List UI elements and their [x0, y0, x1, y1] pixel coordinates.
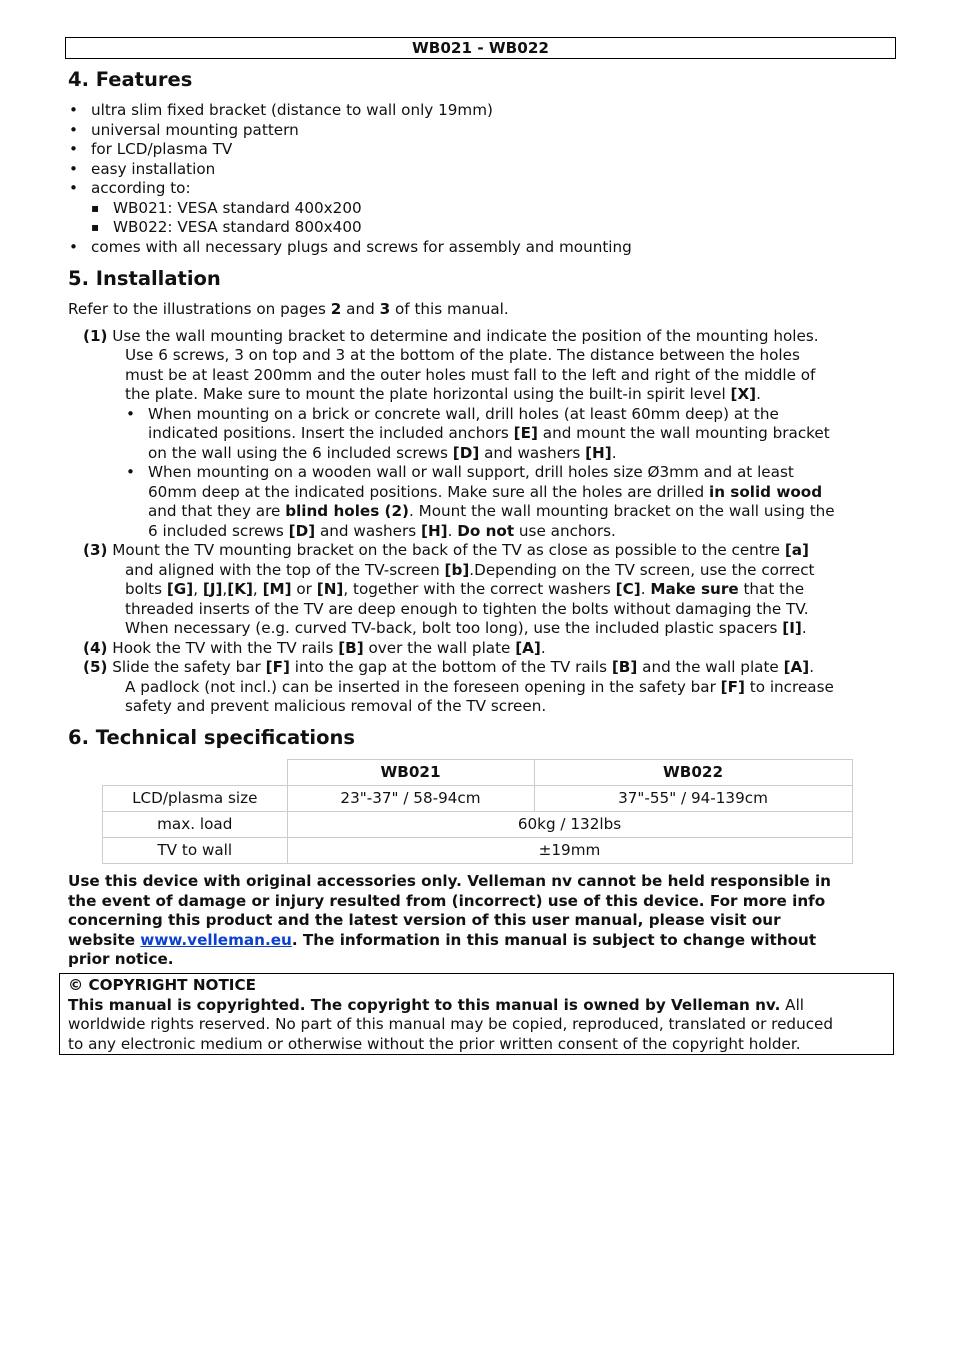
installation-heading: 5. Installation: [68, 267, 221, 290]
feature-subitem: ▪ WB022: VESA standard 800x400: [113, 218, 362, 238]
row-label: max. load: [103, 812, 288, 838]
notice-line: concerning this product and the latest version of this user manual, please visit our: [68, 911, 781, 929]
row-label: LCD/plasma size: [103, 786, 288, 812]
wooden-wall-line: and that they are blind holes (2). Mount the wall mounting bracket on the wall using the: [148, 502, 835, 520]
notice-line: Use this device with original accessories only. Velleman nv cannot be held responsible in: [68, 872, 831, 890]
notice-line: [68, 931, 888, 951]
copyright-line: worldwide rights reserved. No part of this manual may be copied, reproduced, translated or reduced: [68, 1015, 834, 1033]
notice-text: . The information in this manual is subject to change without: [291, 930, 817, 949]
feature-subitem: ▪ WB021: VESA standard 400x200: [113, 199, 362, 219]
features-heading: 4. Features: [68, 68, 193, 91]
table-corner-cell: [103, 760, 288, 786]
step-4-line: (4) Hook the TV with the TV rails [B] over the wall plate [A].: [83, 639, 546, 657]
step-1-line: the plate. Make sure to mount the plate horizontal using the built-in spirit level [X].: [125, 385, 761, 403]
copyright-content: [68, 976, 888, 1054]
wooden-wall-line: 6 included screws [D] and washers [H]. Do not use anchors.: [148, 522, 616, 540]
brick-wall-line: indicated positions. Insert the included anchors [E] and mount the wall mounting bracket: [148, 424, 830, 442]
table-header-row: [103, 760, 853, 786]
brick-wall-line: on the wall using the 6 included screws [D] and washers [H].: [148, 444, 617, 462]
feature-item: • comes with all necessary plugs and screws for assembly and mounting: [91, 238, 632, 258]
brick-wall-bullet: • When mounting on a brick or concrete wall, drill holes (at least 60mm deep) at the: [148, 405, 779, 425]
table-cell: ±19mm: [287, 838, 852, 864]
usage-notice: [68, 872, 888, 970]
step-3-line: bolts [G], [J],[K], [M] or [N], together with the correct washers [C]. Make sure that the: [125, 580, 805, 598]
step-1-line: must be at least 200mm and the outer holes must fall to the left and right of the middle of: [125, 366, 816, 384]
row-label: TV to wall: [103, 838, 288, 864]
wooden-wall-line: 60mm deep at the indicated positions. Make sure all the holes are drilled in solid wood: [148, 483, 823, 501]
wooden-wall-bullet: • When mounting on a wooden wall or wall support, drill holes size Ø3mm and at least: [148, 463, 794, 483]
feature-item: • for LCD/plasma TV: [91, 140, 232, 160]
step-3-line: and aligned with the top of the TV-screen [b].Depending on the TV screen, use the correct: [125, 561, 815, 579]
copyright-box: [59, 973, 894, 1055]
step-5-line: (5) Slide the safety bar [F] into the gap at the bottom of the TV rails [B] and the wall plate [A].: [83, 658, 815, 676]
feature-item: • according to:: [91, 179, 191, 199]
column-header: WB022: [534, 760, 852, 786]
notice-line: the event of damage or injury resulted from (incorrect) use of this device. For more info: [68, 891, 826, 910]
copyright-line: to any electronic medium or otherwise without the prior written consent of the copyright holder.: [68, 1034, 801, 1053]
step-1-line: (1) Use the wall mounting bracket to determine and indicate the position of the mounting holes.: [83, 327, 819, 345]
installation-intro: Refer to the illustrations on pages 2 and 3 of this manual.: [68, 300, 509, 318]
table-row: [103, 812, 853, 838]
table-cell: 23"-37" / 58-94cm: [287, 786, 534, 812]
notice-text: website: [68, 930, 141, 949]
copyright-bold: This manual is copyrighted. The copyright to this manual is owned by Velleman nv.: [68, 995, 781, 1014]
step-5-line: safety and prevent malicious removal of the TV screen.: [125, 697, 547, 715]
page-header: [65, 37, 896, 59]
copyright-text: All: [780, 995, 805, 1014]
copyright-line: [68, 996, 888, 1016]
specs-table: [102, 759, 853, 864]
feature-item: • ultra slim fixed bracket (distance to wall only 19mm): [91, 101, 493, 121]
step-3-line: threaded inserts of the TV are deep enough to tighten the bolts without damaging the TV.: [125, 600, 809, 618]
notice-line: prior notice.: [68, 950, 174, 968]
step-5-line: A padlock (not incl.) can be inserted in the foreseen opening in the safety bar [F] to increase: [125, 678, 834, 696]
table-cell: 37"-55" / 94-139cm: [534, 786, 852, 812]
table-row: [103, 786, 853, 812]
column-header: WB021: [287, 760, 534, 786]
feature-item: • universal mounting pattern: [91, 121, 299, 141]
table-row: [103, 838, 853, 864]
header-title: WB021 - WB022: [412, 39, 549, 57]
step-3-line: (3) Mount the TV mounting bracket on the back of the TV as close as possible to the centre [a]: [83, 541, 809, 559]
table-cell: 60kg / 132lbs: [287, 812, 852, 838]
specs-heading: 6. Technical specifications: [68, 726, 355, 749]
copyright-title: © COPYRIGHT NOTICE: [68, 976, 256, 994]
website-link[interactable]: www.velleman.eu: [140, 930, 292, 949]
step-3-line: When necessary (e.g. curved TV-back, bolt too long), use the included plastic spacers [I].: [125, 619, 807, 637]
step-1-line: Use 6 screws, 3 on top and 3 at the bottom of the plate. The distance between the holes: [125, 346, 800, 364]
feature-item: • easy installation: [91, 160, 215, 180]
